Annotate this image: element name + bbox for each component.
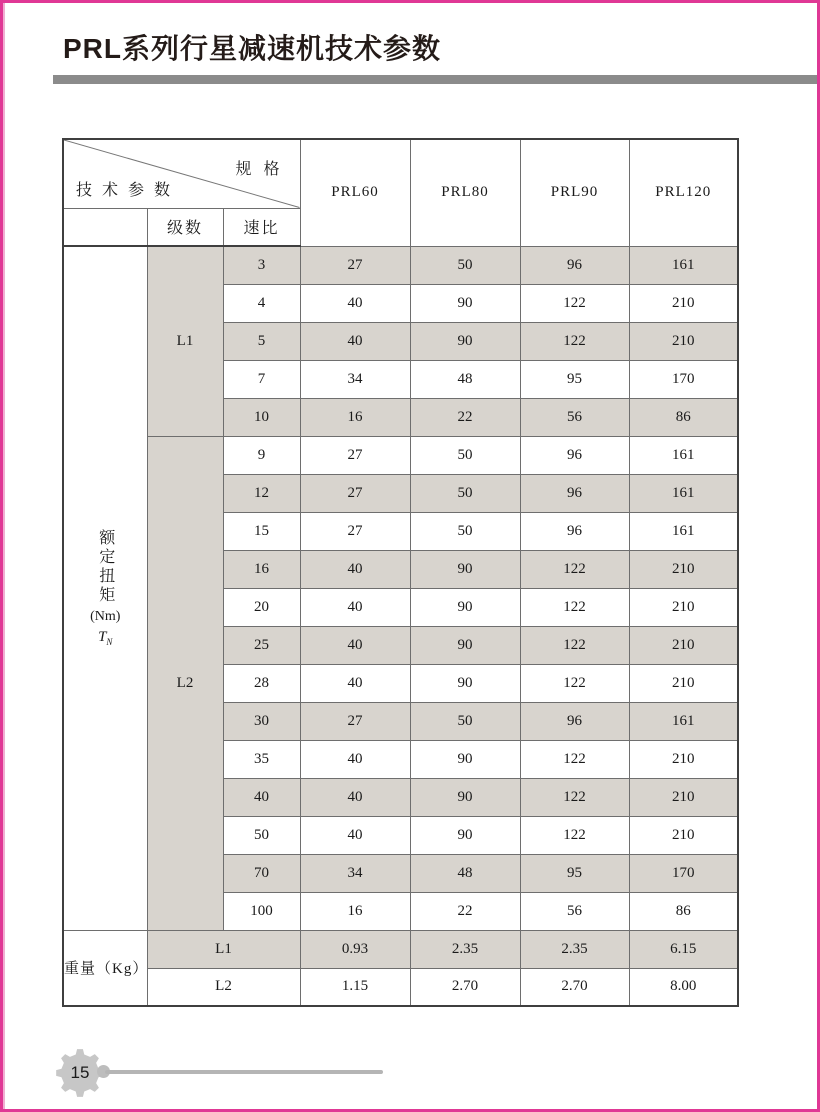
value-cell: 170 [629, 854, 738, 892]
value-cell: 34 [300, 360, 410, 398]
value-cell: 16 [300, 892, 410, 930]
value-cell: 95 [520, 854, 629, 892]
value-cell: 161 [629, 702, 738, 740]
empty-cell [63, 208, 147, 246]
column-header-prl80: PRL80 [410, 139, 520, 246]
value-cell: 90 [410, 626, 520, 664]
ratio-cell: 50 [223, 816, 300, 854]
value-cell: 122 [520, 550, 629, 588]
value-cell: 50 [410, 436, 520, 474]
value-cell: 96 [520, 702, 629, 740]
ratio-cell: 100 [223, 892, 300, 930]
value-cell: 40 [300, 664, 410, 702]
value-cell: 40 [300, 322, 410, 360]
ratio-cell: 25 [223, 626, 300, 664]
value-cell: 95 [520, 360, 629, 398]
value-cell: 210 [629, 550, 738, 588]
value-cell: 50 [410, 512, 520, 550]
value-cell: 2.35 [520, 930, 629, 968]
value-cell: 210 [629, 284, 738, 322]
torque-label-cell [63, 246, 147, 930]
ratio-cell: 15 [223, 512, 300, 550]
value-cell: 122 [520, 588, 629, 626]
value-cell: 96 [520, 474, 629, 512]
value-cell: 90 [410, 664, 520, 702]
diagonal-header-cell [63, 139, 300, 208]
value-cell: 122 [520, 740, 629, 778]
value-cell: 40 [300, 626, 410, 664]
column-header-prl90: PRL90 [520, 139, 629, 246]
ratio-cell: 12 [223, 474, 300, 512]
value-cell: 122 [520, 816, 629, 854]
ratio-cell: 16 [223, 550, 300, 588]
value-cell: 96 [520, 436, 629, 474]
weight-row [63, 930, 738, 968]
table-row [63, 246, 738, 284]
value-cell: 90 [410, 550, 520, 588]
stage-l2-cell: L2 [147, 436, 223, 930]
value-cell: 210 [629, 588, 738, 626]
ratio-cell: 9 [223, 436, 300, 474]
value-cell: 122 [520, 322, 629, 360]
weight-row [63, 968, 738, 1006]
value-cell: 56 [520, 892, 629, 930]
ratio-cell: 10 [223, 398, 300, 436]
stage-l1-cell: L1 [147, 246, 223, 436]
weight-label-cell: 重量（Kg） [63, 930, 147, 1006]
value-cell: 0.93 [300, 930, 410, 968]
value-cell: 96 [520, 246, 629, 284]
value-cell: 27 [300, 702, 410, 740]
ratio-cell: 30 [223, 702, 300, 740]
value-cell: 2.70 [410, 968, 520, 1006]
value-cell: 22 [410, 398, 520, 436]
value-cell: 122 [520, 778, 629, 816]
column-header-prl120: PRL120 [629, 139, 738, 246]
title-underline-bar [53, 75, 817, 84]
torque-vertical-label: 额定扭矩 [96, 529, 114, 606]
value-cell: 122 [520, 626, 629, 664]
ratio-cell: 5 [223, 322, 300, 360]
value-cell: 56 [520, 398, 629, 436]
value-cell: 210 [629, 778, 738, 816]
value-cell: 90 [410, 588, 520, 626]
left-accent-line [3, 3, 5, 1109]
value-cell: 22 [410, 892, 520, 930]
value-cell: 86 [629, 398, 738, 436]
value-cell: 50 [410, 702, 520, 740]
value-cell: 48 [410, 854, 520, 892]
value-cell: 2.35 [410, 930, 520, 968]
value-cell: 90 [410, 322, 520, 360]
value-cell: 2.70 [520, 968, 629, 1006]
ratio-subheader: 速比 [223, 208, 300, 246]
value-cell: 161 [629, 474, 738, 512]
value-cell: 161 [629, 512, 738, 550]
value-cell: 122 [520, 664, 629, 702]
value-cell: 210 [629, 322, 738, 360]
value-cell: 40 [300, 284, 410, 322]
value-cell: 40 [300, 588, 410, 626]
value-cell: 27 [300, 512, 410, 550]
value-cell: 122 [520, 284, 629, 322]
value-cell: 210 [629, 626, 738, 664]
value-cell: 40 [300, 816, 410, 854]
value-cell: 170 [629, 360, 738, 398]
torque-symbol: $T_N$ [98, 629, 113, 648]
value-cell: 90 [410, 816, 520, 854]
value-cell: 40 [300, 740, 410, 778]
ratio-cell: 7 [223, 360, 300, 398]
torque-unit-label: (Nm) [90, 609, 121, 625]
value-cell: 161 [629, 436, 738, 474]
value-cell: 210 [629, 740, 738, 778]
ratio-cell: 4 [223, 284, 300, 322]
value-cell: 90 [410, 778, 520, 816]
table-header-row [63, 139, 738, 208]
ratio-cell: 20 [223, 588, 300, 626]
weight-stage-cell: L1 [147, 930, 300, 968]
value-cell: 27 [300, 474, 410, 512]
value-cell: 210 [629, 816, 738, 854]
ratio-cell: 35 [223, 740, 300, 778]
ratio-cell: 70 [223, 854, 300, 892]
ratio-cell: 3 [223, 246, 300, 284]
ratio-cell: 40 [223, 778, 300, 816]
value-cell: 34 [300, 854, 410, 892]
value-cell: 6.15 [629, 930, 738, 968]
column-header-prl60: PRL60 [300, 139, 410, 246]
page-number: 15 [70, 1063, 90, 1082]
value-cell: 210 [629, 664, 738, 702]
value-cell: 161 [629, 246, 738, 284]
value-cell: 50 [410, 474, 520, 512]
value-cell: 8.00 [629, 968, 738, 1006]
tech-params-corner-label: 技 术 参 数 [76, 181, 174, 199]
weight-stage-cell: L2 [147, 968, 300, 1006]
value-cell: 1.15 [300, 968, 410, 1006]
table-row [63, 436, 738, 474]
parameters-table [62, 138, 739, 1007]
value-cell: 48 [410, 360, 520, 398]
value-cell: 27 [300, 246, 410, 284]
value-cell: 40 [300, 778, 410, 816]
value-cell: 27 [300, 436, 410, 474]
value-cell: 96 [520, 512, 629, 550]
footer-decorative-line [105, 1070, 383, 1074]
value-cell: 50 [410, 246, 520, 284]
value-cell: 40 [300, 550, 410, 588]
value-cell: 16 [300, 398, 410, 436]
value-cell: 86 [629, 892, 738, 930]
spec-corner-label: 规 格 [235, 161, 284, 178]
value-cell: 90 [410, 740, 520, 778]
ratio-cell: 28 [223, 664, 300, 702]
stage-subheader: 级数 [147, 208, 223, 246]
value-cell: 90 [410, 284, 520, 322]
page-title: PRL系列行星减速机技术参数 [63, 33, 442, 64]
